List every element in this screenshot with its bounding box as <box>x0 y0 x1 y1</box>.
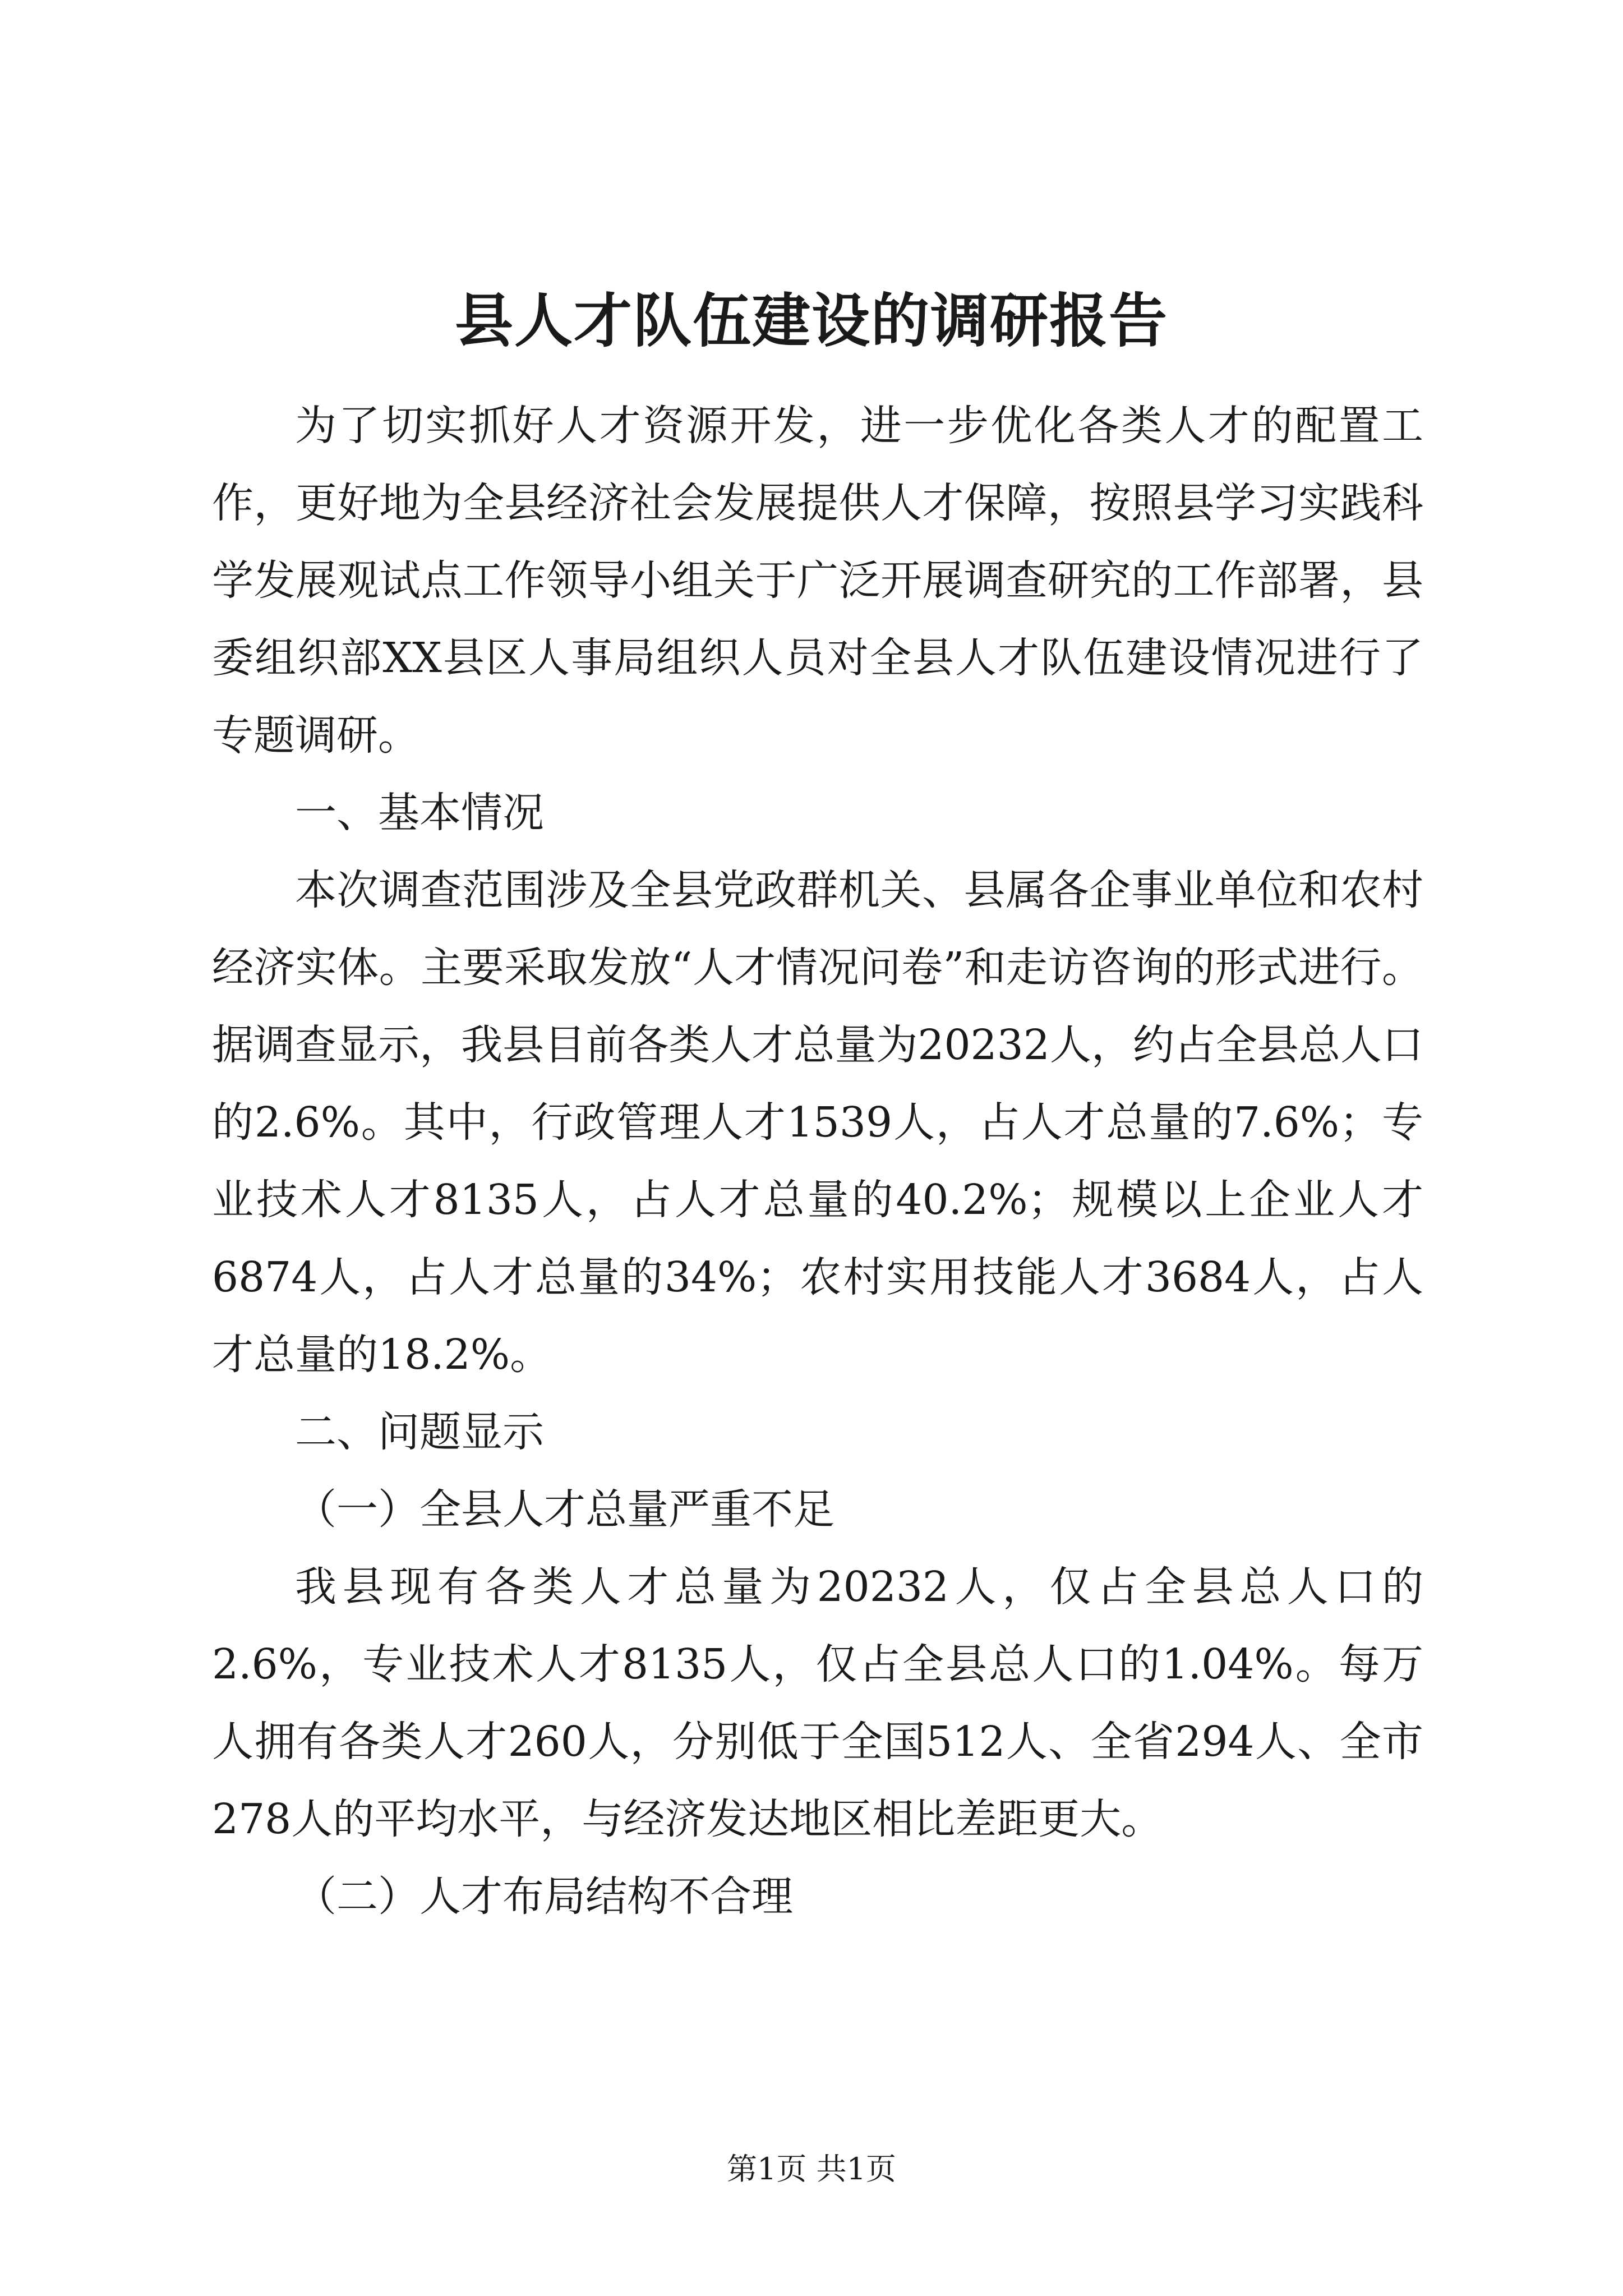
section-heading-problems: 二、问题显示 <box>295 1408 544 1456</box>
page-footer: 第1页 共1页 <box>727 2151 896 2187</box>
subheading-total-insufficient: （一）全县人才总量严重不足 <box>295 1485 834 1534</box>
paragraph-intro: 为了切实抓好人才资源开发，进一步优化各类人才的配置工作，更好地为全县经济社会发展提供人才保障，按照县学习实践科学发展观试点工作领导小组关于广泛开展调查研究的工作部署，县委组织部XX县区人事局组织人员对全县人才队伍建设情况进行了专题调研。 <box>212 402 1423 760</box>
section-heading-basic: 一、基本情况 <box>295 789 544 837</box>
paragraph-basic-situation: 本次调查范围涉及全县党政群机关、县属各企事业单位和农村经济实体。主要采取发放“人才情况问卷”和走访咨询的形式进行。据调查显示，我县目前各类人才总量为20232人，约占全县总人口的2.6%。其中，行政管理人才1539人，占人才总量的7.6%；专业技术人才8135人，占人才总量的40.2%；规模以上企业人才6874人，占人才总量的34%；农村实用技能人才3684人，占人才总量的18.2%。 <box>212 866 1423 1379</box>
document-body <box>212 387 1423 1935</box>
document-title: 县人才队伍建设的调研报告 <box>454 286 1168 355</box>
subheading-structure: （二）人才布局结构不合理 <box>295 1872 793 1921</box>
paragraph-total-insufficient: 我县现有各类人才总量为20232人，仅占全县总人口的2.6%，专业技术人才8135人，仅占全县总人口的1.04%。每万人拥有各类人才260人，分别低于全国512人、全省294人、全市278人的平均水平，与经济发达地区相比差距更大。 <box>212 1563 1423 1843</box>
